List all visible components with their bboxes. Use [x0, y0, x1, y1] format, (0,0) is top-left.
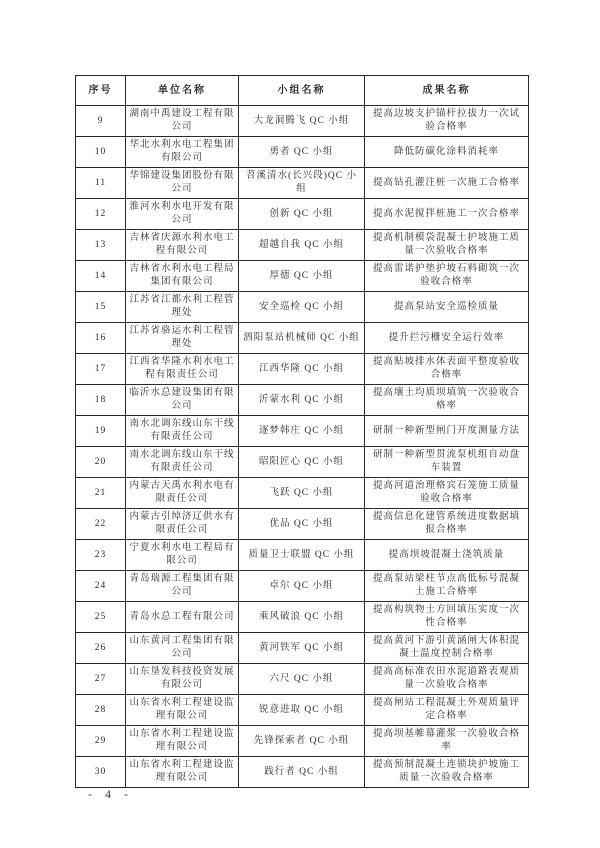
table-row — [76, 540, 529, 571]
cell-serial-number: 19 — [76, 416, 126, 447]
cell-serial-number: 9 — [76, 106, 126, 137]
table-row — [76, 664, 529, 695]
cell-group-name: 锐意进取 QC 小组 — [239, 695, 365, 726]
cell-group-name: 苕溪清水(长兴段)QC 小组 — [239, 168, 365, 199]
table-row — [76, 509, 529, 540]
cell-group-name: 六尺 QC 小组 — [239, 664, 365, 695]
cell-unit-name: 山东黄河工程集团有限公司 — [126, 633, 239, 664]
table-row — [76, 354, 529, 385]
header-group: 小组名称 — [239, 76, 365, 106]
cell-unit-name: 吉林省水利水电工程局集团有限公司 — [126, 261, 239, 292]
cell-achievement-name: 提高高标准农田水泥道路表观质量一次验收合格率 — [365, 664, 529, 695]
table-row — [76, 726, 529, 757]
cell-serial-number: 17 — [76, 354, 126, 385]
cell-unit-name: 内蒙古天禹水利水电有限责任公司 — [126, 478, 239, 509]
qc-results-table — [75, 75, 529, 788]
cell-achievement-name: 提高坝基帷幕灌浆一次验收合格率 — [365, 726, 529, 757]
cell-serial-number: 16 — [76, 323, 126, 354]
cell-group-name: 逐梦韩庄 QC 小组 — [239, 416, 365, 447]
cell-group-name: 勇者 QC 小组 — [239, 137, 365, 168]
cell-unit-name: 湖南中禹建设工程有限公司 — [126, 106, 239, 137]
cell-achievement-name: 提高机制模袋混凝土护坡施工质量一次验收合格率 — [365, 230, 529, 261]
cell-group-name: 厚德 QC 小组 — [239, 261, 365, 292]
cell-serial-number: 13 — [76, 230, 126, 261]
cell-group-name: 卓尔 QC 小组 — [239, 571, 365, 602]
cell-group-name: 飞跃 QC 小组 — [239, 478, 365, 509]
table-row — [76, 478, 529, 509]
cell-serial-number: 14 — [76, 261, 126, 292]
cell-unit-name: 华锦建设集团股份有限公司 — [126, 168, 239, 199]
cell-serial-number: 22 — [76, 509, 126, 540]
cell-unit-name: 淮河水利水电开发有限公司 — [126, 199, 239, 230]
cell-achievement-name: 提高边坡支护锚杆拉拔力一次试验合格率 — [365, 106, 529, 137]
cell-unit-name: 山东省水利工程建设监理有限公司 — [126, 726, 239, 757]
cell-unit-name: 青岛水总工程有限公司 — [126, 602, 239, 633]
cell-serial-number: 29 — [76, 726, 126, 757]
table-row — [76, 571, 529, 602]
cell-achievement-name: 降低防碳化涂料消耗率 — [365, 137, 529, 168]
cell-unit-name: 华北水利水电工程集团有限公司 — [126, 137, 239, 168]
header-unit: 单位名称 — [126, 76, 239, 106]
header-no: 序号 — [76, 76, 126, 106]
cell-serial-number: 18 — [76, 385, 126, 416]
cell-serial-number: 28 — [76, 695, 126, 726]
cell-unit-name: 南水北调东线山东干线有限责任公司 — [126, 447, 239, 478]
cell-unit-name: 山东省水利工程建设监理有限公司 — [126, 757, 239, 788]
cell-group-name: 超越自我 QC 小组 — [239, 230, 365, 261]
cell-achievement-name: 提高水泥搅拌桩施工一次合格率 — [365, 199, 529, 230]
cell-unit-name: 宁夏水利水电工程局有限公司 — [126, 540, 239, 571]
cell-group-name: 质量卫士联盟 QC 小组 — [239, 540, 365, 571]
cell-serial-number: 12 — [76, 199, 126, 230]
cell-group-name: 沂蒙水利 QC 小组 — [239, 385, 365, 416]
table-row — [76, 199, 529, 230]
cell-group-name: 乘风破浪 QC 小组 — [239, 602, 365, 633]
cell-group-name: 黄河铁军 QC 小组 — [239, 633, 365, 664]
cell-serial-number: 24 — [76, 571, 126, 602]
cell-achievement-name: 提高河道治理格宾石笼施工质量验收合格率 — [365, 478, 529, 509]
cell-achievement-name: 提高坝坡混凝土浇筑质量 — [365, 540, 529, 571]
cell-unit-name: 临沂水总建设集团有限公司 — [126, 385, 239, 416]
cell-group-name: 安全巡检 QC 小组 — [239, 292, 365, 323]
table-row — [76, 168, 529, 199]
cell-achievement-name: 研制一种新型闸门开度测量方法 — [365, 416, 529, 447]
cell-unit-name: 吉林省庆源水利水电工程有限公司 — [126, 230, 239, 261]
cell-group-name: 优品 QC 小组 — [239, 509, 365, 540]
cell-serial-number: 25 — [76, 602, 126, 633]
table-row — [76, 137, 529, 168]
cell-achievement-name: 提高泵站安全巡检质量 — [365, 292, 529, 323]
cell-serial-number: 20 — [76, 447, 126, 478]
cell-unit-name: 青岛瑞源工程集团有限公司 — [126, 571, 239, 602]
table-row — [76, 695, 529, 726]
cell-group-name: 践行者 QC 小组 — [239, 757, 365, 788]
cell-unit-name: 江苏省骆运水利工程管理处 — [126, 323, 239, 354]
cell-serial-number: 21 — [76, 478, 126, 509]
cell-group-name: 泗阳泵站机械师 QC 小组 — [239, 323, 365, 354]
cell-achievement-name: 提高预制混凝土连锁块护坡施工质量一次验收合格率 — [365, 757, 529, 788]
cell-achievement-name: 提高黄河下游引黄涵闸大体积混凝土温度控制合格率 — [365, 633, 529, 664]
cell-achievement-name: 提高雷诺护垫护坡石料砌筑一次验收合格率 — [365, 261, 529, 292]
table-body — [76, 106, 529, 788]
cell-achievement-name: 研制一种新型贯流泵机组自动盘车装置 — [365, 447, 529, 478]
cell-unit-name: 江苏省江都水利工程管理处 — [126, 292, 239, 323]
cell-serial-number: 23 — [76, 540, 126, 571]
table-row — [76, 416, 529, 447]
cell-serial-number: 27 — [76, 664, 126, 695]
cell-serial-number: 30 — [76, 757, 126, 788]
cell-achievement-name: 提高构筑物土方回填压实度一次性合格率 — [365, 602, 529, 633]
table-row — [76, 106, 529, 137]
cell-achievement-name: 提高壤土均质坝填筑一次验收合格率 — [365, 385, 529, 416]
table-row — [76, 292, 529, 323]
cell-achievement-name: 提高贴坡排水体表面平整度验收合格率 — [365, 354, 529, 385]
cell-serial-number: 15 — [76, 292, 126, 323]
cell-group-name: 创新 QC 小组 — [239, 199, 365, 230]
table-row — [76, 757, 529, 788]
cell-unit-name: 江西省华隆水利水电工程有限责任公司 — [126, 354, 239, 385]
cell-group-name: 江西华隆 QC 小组 — [239, 354, 365, 385]
cell-achievement-name: 提高钻孔灌注桩一次施工合格率 — [365, 168, 529, 199]
table-row — [76, 602, 529, 633]
table-header — [76, 76, 529, 106]
cell-unit-name: 山东垦发科技投资发展有限公司 — [126, 664, 239, 695]
table-row — [76, 230, 529, 261]
table-row — [76, 385, 529, 416]
table-row — [76, 633, 529, 664]
cell-unit-name: 南水北调东线山东干线有限责任公司 — [126, 416, 239, 447]
cell-group-name: 大龙洞腾飞 QC 小组 — [239, 106, 365, 137]
cell-serial-number: 11 — [76, 168, 126, 199]
cell-group-name: 先锋探索者 QC 小组 — [239, 726, 365, 757]
header-row — [76, 76, 529, 106]
table-row — [76, 323, 529, 354]
cell-unit-name: 内蒙古引绰济辽供水有限责任公司 — [126, 509, 239, 540]
cell-achievement-name: 提高信息化建管系统进度数据填报合格率 — [365, 509, 529, 540]
table-row — [76, 447, 529, 478]
cell-achievement-name: 提高闸站工程混凝土外观质量评定合格率 — [365, 695, 529, 726]
cell-unit-name: 山东省水利工程建设监理有限公司 — [126, 695, 239, 726]
cell-group-name: 昭阳匠心 QC 小组 — [239, 447, 365, 478]
cell-achievement-name: 提高泵站梁柱节点高低标号混凝土施工合格率 — [365, 571, 529, 602]
page-number: - 4 - — [88, 787, 133, 801]
header-result: 成果名称 — [365, 76, 529, 106]
table-row — [76, 261, 529, 292]
cell-serial-number: 26 — [76, 633, 126, 664]
cell-achievement-name: 提升拦污栅安全运行效率 — [365, 323, 529, 354]
cell-serial-number: 10 — [76, 137, 126, 168]
